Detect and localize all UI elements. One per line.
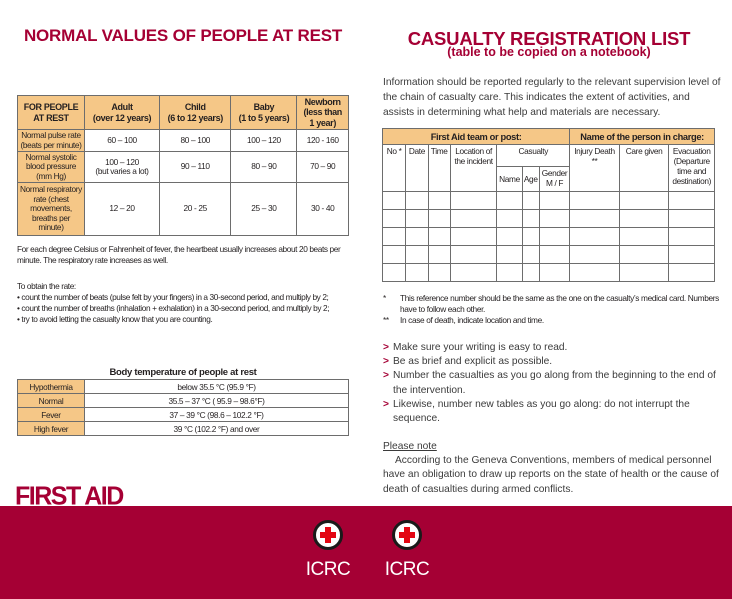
- tip-text: Be as brief and explicit as possible.: [393, 356, 553, 368]
- cell-value: 80 – 100: [160, 130, 231, 152]
- empty-cell: [383, 228, 406, 246]
- column-header-baby: [231, 96, 297, 130]
- cell-value: below 35.5 °C (95.9 °F): [85, 380, 349, 394]
- empty-cell: [570, 192, 620, 210]
- empty-cell: [383, 210, 406, 228]
- table-header-row: [383, 145, 715, 167]
- row-label: Hypothermia: [18, 380, 85, 394]
- empty-cell: [406, 246, 428, 264]
- table-row: [18, 422, 349, 436]
- cell-value: 100 – 120: [231, 130, 297, 152]
- registration-body: [383, 192, 715, 282]
- empty-cell: [669, 192, 715, 210]
- empty-cell: [428, 210, 450, 228]
- tip-text: Likewise, number new tables as you go along: do not interrupt the sequence.: [393, 398, 690, 425]
- cell-value: 70 – 90: [297, 152, 349, 183]
- empty-cell: [522, 228, 539, 246]
- empty-cell: [406, 264, 428, 282]
- empty-cell: [522, 264, 539, 282]
- rate-step: • count the number of beats (pulse felt by your fingers) in a 30-second period, and multiply by 2;: [17, 292, 329, 302]
- row-label: Normal systolic blood pressure (mm Hg): [18, 152, 85, 183]
- vital-signs-table: [17, 95, 349, 236]
- row-label: Normal pulse rate (beats per minute): [18, 130, 85, 152]
- empty-cell: [619, 228, 669, 246]
- column-header-line: Newborn: [304, 96, 341, 107]
- fever-note: For each degree Celsius or Fahrenheit of fever, the heartbeat usually increases about 20 beats per minute. The respiratory rate increases as well.: [17, 244, 341, 265]
- empty-cell: [450, 228, 497, 246]
- empty-cell: [428, 264, 450, 282]
- row-label: Normal respiratory rate (chest movements, breaths per minute): [18, 183, 85, 236]
- footer-band: [0, 506, 732, 599]
- first-aid-team-label: First Aid team or post:: [383, 129, 570, 145]
- header-no: No *: [383, 145, 406, 192]
- empty-cell: [570, 228, 620, 246]
- empty-cell: [619, 264, 669, 282]
- corner-header: [18, 96, 85, 130]
- empty-entry-row: [383, 192, 715, 210]
- header-name: Name: [497, 167, 522, 192]
- red-cross-emblem-icon: [313, 520, 343, 550]
- empty-cell: [669, 228, 715, 246]
- header-gender: Gender M / F: [539, 167, 569, 192]
- empty-cell: [383, 264, 406, 282]
- cell-value: 37 – 39 °C (98.6 – 102.2 °F): [85, 408, 349, 422]
- cell-value: 80 – 90: [231, 152, 297, 183]
- header-casualty: Casualty: [497, 145, 570, 167]
- cell-value: 120 - 160: [297, 130, 349, 152]
- empty-cell: [406, 192, 428, 210]
- icrc-logo-text: ICRC: [384, 559, 430, 580]
- column-header-line: (less than: [303, 107, 342, 118]
- empty-cell: [669, 246, 715, 264]
- empty-cell: [539, 246, 569, 264]
- empty-cell: [669, 264, 715, 282]
- cell-value: 35.5 – 37 °C ( 95.9 – 98.6°F): [85, 394, 349, 408]
- empty-cell: [619, 246, 669, 264]
- table-row: [18, 183, 349, 236]
- cell-value-text: 100 – 120: [105, 156, 139, 167]
- cell-value: 30 - 40: [297, 183, 349, 236]
- empty-cell: [428, 246, 450, 264]
- tip-item: [383, 355, 728, 369]
- registration-title: CASUALTY REGISTRATION LIST: [407, 28, 691, 49]
- empty-cell: [497, 228, 522, 246]
- empty-cell: [497, 264, 522, 282]
- rate-step: • try to avoid letting the casualty know that you are counting.: [17, 314, 213, 324]
- corner-header-line: AT REST: [33, 112, 69, 123]
- cell-value: 39 °C (102.2 °F) and over: [85, 422, 349, 436]
- empty-cell: [428, 228, 450, 246]
- empty-cell: [539, 264, 569, 282]
- empty-cell: [522, 210, 539, 228]
- column-header-line: (6 to 12 years): [167, 112, 223, 123]
- column-header-line: 1 year): [309, 117, 336, 128]
- footnote: [383, 315, 723, 326]
- empty-cell: [669, 210, 715, 228]
- column-header-line: Baby: [253, 102, 275, 112]
- column-header-line: (over 12 years): [92, 112, 152, 123]
- column-header-line: Adult: [111, 102, 133, 112]
- cell-value-note: (but varies a lot): [95, 166, 149, 176]
- tips-list: [383, 341, 728, 426]
- registration-subtitle: (table to be copied on a notebook): [447, 45, 651, 59]
- red-cross-emblem-icon: [392, 520, 422, 550]
- rate-step: • count the number of breaths (inhalation + exhalation) in a 30-second period, and multiply by 2;: [17, 303, 330, 313]
- empty-cell: [497, 192, 522, 210]
- icrc-logo: [377, 520, 437, 581]
- tip-item: [383, 341, 728, 355]
- row-label: Normal: [18, 394, 85, 408]
- temperature-table: [17, 379, 349, 436]
- empty-cell: [570, 210, 620, 228]
- cell-value: 20 - 25: [160, 183, 231, 236]
- cell-value: 60 – 100: [85, 130, 160, 152]
- footnote: [383, 293, 723, 315]
- table-row: [18, 408, 349, 422]
- empty-cell: [619, 192, 669, 210]
- arrow-icon: >: [383, 370, 389, 382]
- column-header-adult: [85, 96, 160, 130]
- table-band-row: [383, 129, 715, 145]
- empty-cell: [450, 246, 497, 264]
- header-evacuation: Evacuation (Departure time and destination): [669, 145, 715, 192]
- header-injury: Injury Death **: [570, 145, 620, 192]
- cell-value: 25 – 30: [231, 183, 297, 236]
- header-care: Care given: [619, 145, 669, 192]
- empty-cell: [522, 192, 539, 210]
- tip-item: [383, 369, 728, 397]
- person-in-charge-label: Name of the person in charge:: [570, 129, 715, 145]
- column-header-line: (1 to 5 years): [238, 112, 290, 123]
- empty-cell: [497, 246, 522, 264]
- tip-text: Make sure your writing is easy to read.: [393, 342, 568, 353]
- rate-instructions: [17, 281, 362, 325]
- rate-heading: To obtain the rate:: [17, 281, 76, 291]
- header-time: Time: [428, 145, 450, 192]
- row-label: Fever: [18, 408, 85, 422]
- footnote-mark: *: [383, 293, 386, 303]
- empty-cell: [450, 210, 497, 228]
- header-location: Location of the incident: [450, 145, 497, 192]
- table-header-row: [18, 96, 349, 130]
- footnote-text: This reference number should be the same as the one on the casualty’s medical card. Numbers have to follow each other.: [400, 293, 719, 314]
- empty-cell: [522, 246, 539, 264]
- empty-entry-row: [383, 210, 715, 228]
- icrc-logo-text: ICRC: [305, 559, 351, 580]
- empty-entry-row: [383, 264, 715, 282]
- empty-cell: [570, 264, 620, 282]
- casualty-registration-table: [382, 128, 715, 282]
- please-note: [383, 440, 728, 497]
- icrc-logo: [298, 520, 358, 581]
- tip-text: Number the casualties as you go along from the beginning to the end of the intervention.: [393, 370, 716, 396]
- arrow-icon: >: [383, 342, 389, 353]
- empty-cell: [450, 192, 497, 210]
- empty-entry-row: [383, 228, 715, 246]
- column-header-line: Child: [184, 102, 206, 112]
- table-row: [18, 394, 349, 408]
- table-row: [18, 152, 349, 183]
- table-row: [18, 380, 349, 394]
- empty-cell: [383, 246, 406, 264]
- note-heading: Please note: [383, 441, 437, 452]
- temperature-title: Body temperature of people at rest: [109, 367, 257, 378]
- header-age: Age: [522, 167, 539, 192]
- column-header-newborn: [297, 96, 349, 130]
- empty-cell: [539, 228, 569, 246]
- normal-values-title: NORMAL VALUES OF PEOPLE AT REST: [23, 26, 343, 45]
- header-date: Date: [406, 145, 428, 192]
- empty-cell: [539, 192, 569, 210]
- footnotes: [383, 293, 723, 326]
- cell-value: 12 – 20: [85, 183, 160, 236]
- corner-header-line: FOR PEOPLE: [23, 102, 79, 112]
- footnote-text: In case of death, indicate location and time.: [400, 315, 544, 325]
- cell-value: [85, 152, 160, 183]
- table-row: [18, 130, 349, 152]
- empty-cell: [406, 228, 428, 246]
- empty-cell: [619, 210, 669, 228]
- tip-item: [383, 398, 728, 426]
- row-label: High fever: [18, 422, 85, 436]
- empty-cell: [406, 210, 428, 228]
- cell-value: 90 – 110: [160, 152, 231, 183]
- empty-entry-row: [383, 246, 715, 264]
- first-aid-brand: FIRST AID: [15, 481, 123, 511]
- note-body: According to the Geneva Conventions, members of medical personnel have an obligation to draw up reports on the state of health or the cause of death of casualties during armed conflicts.: [383, 455, 719, 495]
- footnote-mark: **: [383, 315, 389, 325]
- intro-paragraph: Information should be reported regularly to the relevant supervision level of the chain of casualty care. This indicates the extent of activities, and assists in determining what help and materials are necessary.: [383, 77, 721, 118]
- empty-cell: [570, 246, 620, 264]
- arrow-icon: >: [383, 356, 389, 368]
- empty-cell: [428, 192, 450, 210]
- empty-cell: [383, 192, 406, 210]
- empty-cell: [497, 210, 522, 228]
- empty-cell: [450, 264, 497, 282]
- arrow-icon: >: [383, 398, 389, 410]
- column-header-child: [160, 96, 231, 130]
- empty-cell: [539, 210, 569, 228]
